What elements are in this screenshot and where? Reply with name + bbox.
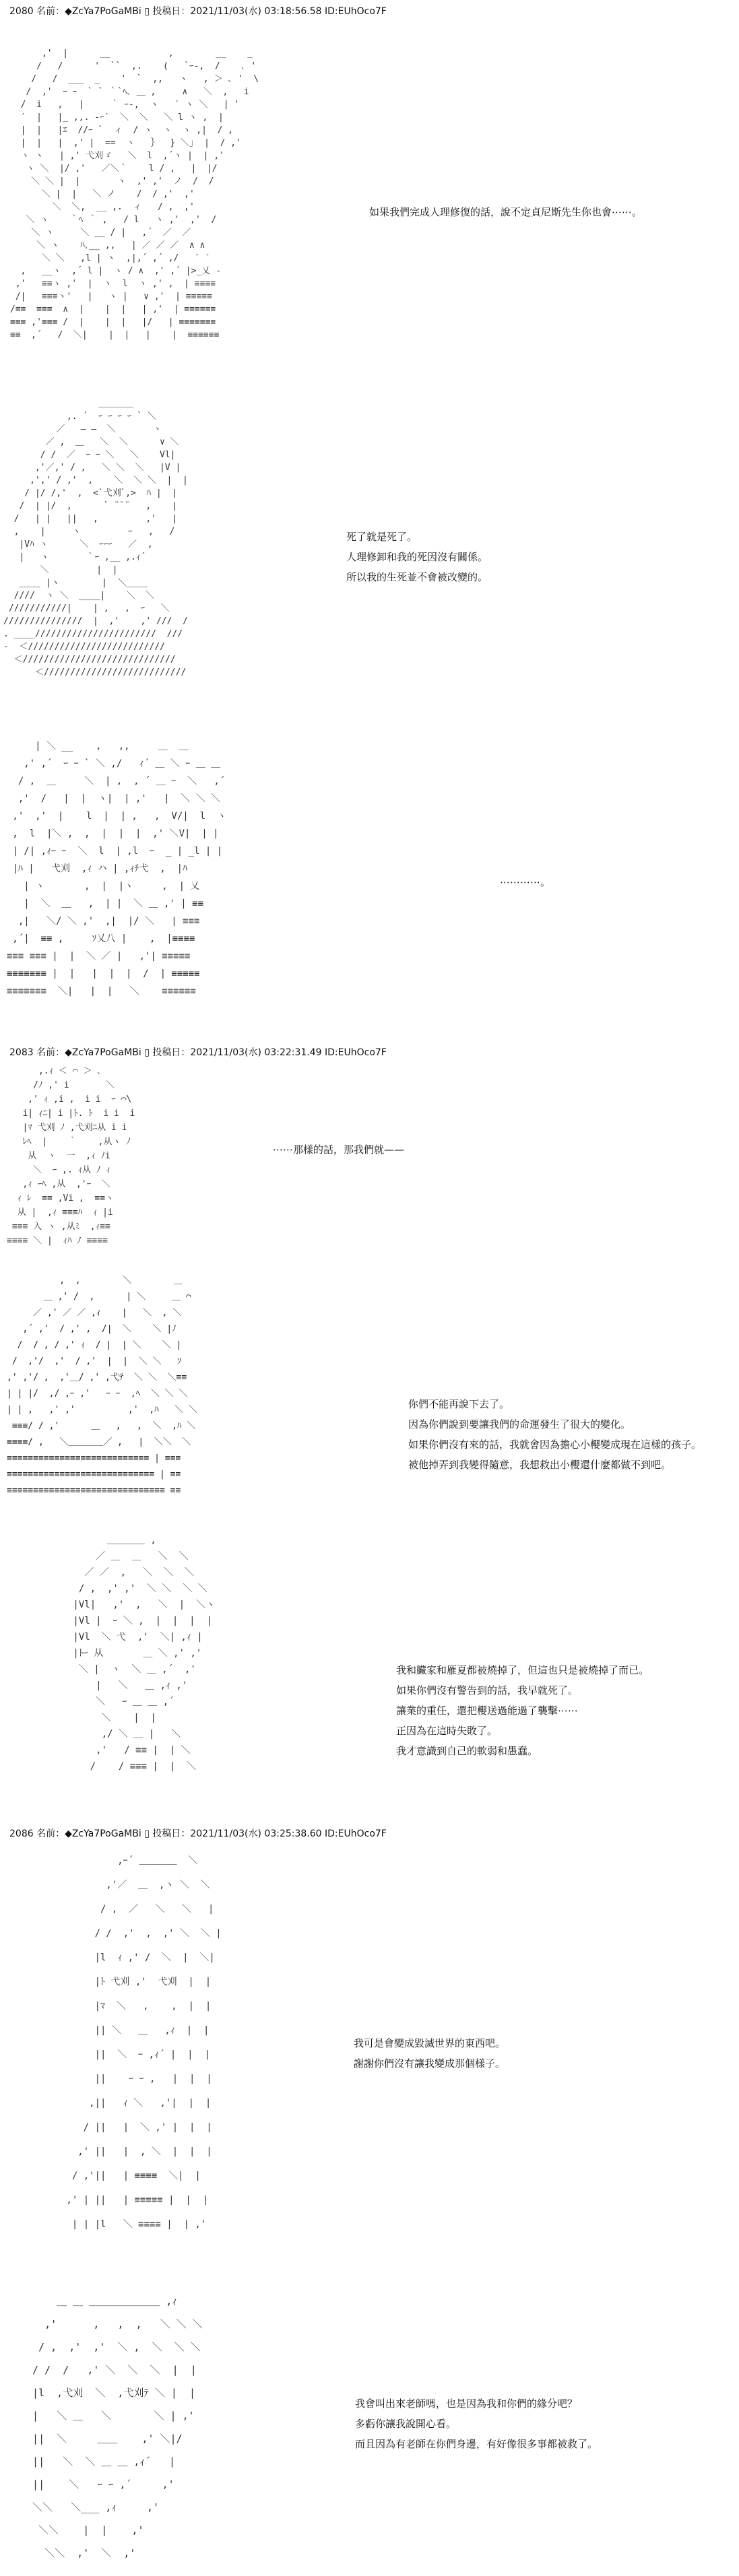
dialogue-line: ⋯⋯那樣的話，那我們就——: [273, 1144, 405, 1156]
panel-girls-side: [0, 737, 739, 1037]
panel-young-man: [0, 397, 739, 694]
dialogue-line: 正因為在這時失敗了。: [396, 1725, 498, 1737]
dialogue-line: 多虧你讓我說開心看。: [355, 2418, 457, 2430]
panel-girl-bowed: [0, 1273, 739, 1522]
dialogue-line: 如果你們沒有警告到的話，我早就死了。: [396, 1684, 579, 1696]
post-header-2086: 2086 名前：◆ZcYa7PoGaMBi ▯ 投稿日：2021/11/03(水) 03:25:38.60 ID:EUhOco7F: [9, 1828, 387, 1839]
dialogue-box: [354, 2033, 505, 2074]
dialogue-line: 讓業的重任，還把櫻送過能過了襲擊⋯⋯: [396, 1705, 579, 1717]
dialogue-box: [355, 2393, 598, 2454]
dialogue-box: [346, 527, 488, 587]
panel-small-girl: [0, 1064, 739, 1259]
dialogue-line: 我和臟家和雁夏都被燒掉了，但這也只是被燒掉了而已。: [396, 1664, 649, 1676]
ascii-art-girl-bowed-head: , , ＼ ＿ ＿ ,' / , | ＼ ＿ ⌒ ／ ,' ／ ／ ,ｨ | ＼ , ＼ ,´ ,' / ,' , /| ＼ ＼ |ﾉ / / , / ,' ｨ / | | ＼ ＼ | / ,'/ ,' / ,' | | ＼ ＼ ｿ ,' ,'/ , ,'＿/ ,' ,弋ﾃ ＼ ＼ ＼≡≡ | | |/ ,/ ,ｰ ,' ｰ ｰ ,ﾍ ＼ ＼ ＼ | | , ,' ,' ,' ,ﾊ ＼ ＼ ≡≡≡/ / ,' ＿ , , ＼ ,ﾊ ＼ ≡≡≡≡/ , ＼＿＿＿＿／ , | ＼＼ ＼ ≡≡≡≡≡≡≡≡≡≡≡≡≡≡≡≡≡≡≡≡≡≡≡≡≡≡≡ | ≡≡≡ ≡≡≡≡≡≡≡≡≡≡≡≡≡≡≡≡≡≡≡≡≡≡≡≡≡≡≡≡ | ≡≡ ≡≡≡≡≡≡≡≡≡≡≡≡≡≡≡≡≡≡≡≡≡≡≡≡≡≡≡≡≡≡ ≡≡: [7, 1276, 197, 1496]
dialogue-box: [396, 1660, 649, 1761]
ascii-art-two-girls-side: | ＼ __ , ,, ＿ ＿ ,' ,´ ｰ ｰ ` ＼ ,/ ｨ´ ＿ ＼ ｰ ＿ ＿ / , ＿ ＼ | , , ´ ＿ ｰ ＼ ,´ ,' / | | ヽ| | ,' | ＼ ＼ ＼ ,' ,' | l | | , , V/| l ヽ , l |＼ , , | | | ,' ＼V| | | | /| ,ｨｰ ｰ ＼ l | ,l ｰ _ | _l | | |ﾊ | 弋刈 ,ｨ ハ | ,ｨﾁ弋 , |ﾊ | ヽ , | |ヽ , | 乂 | ＼ ＿ , | | ＼ ＿ ,' | ≡≡ ,| ＼/ ＼ ,' ,| |/ ＼ | ≡≡≡ ,´| ≡≡ , ｿ乂八 | , |≡≡≡≡ ≡≡≡ ≡≡≡ | | ＼ ／ | ,'| ≡≡≡≡≡ ≡≡≡≡≡≡≡ | | | | | / | ≡≡≡≡≡ ≡≡≡≡≡≡≡ ＼| | | ＼ ≡≡≡≡≡≡: [7, 741, 226, 997]
panel-crowned-girls: [0, 47, 739, 397]
panel-man-hand-head: [0, 1532, 739, 1815]
dialogue-line: 因為你們說到要讓我們的命運發生了很大的變化。: [408, 1418, 631, 1430]
dialogue-line: 人理修卸和我的死因沒有關係。: [346, 551, 488, 563]
dialogue-line: ⋯⋯⋯⋯。: [500, 876, 551, 888]
ascii-art-small-girl: ,.ｨ ＜ ⌒ ＞ ､ /ﾉ ,' i ＼ ,' ｨ ,i , i i ｰ ⌒\ i| ｨﾆ| i |ﾄ. ﾄ i i i |ﾏ 弋刈 ﾉ ,弋刈ﾆ从 i i ﾚﾍ | ｀ ,从ヽ ﾉ 从 ヽ 一 ,ｨ ﾉi ＼ ｰ ,. ｨ从 ﾉ ｨ ,ｨ ｰﾍ ,从 ,'ｰ ＼ ｨ ﾚ ≡≡ ,Vi , ≡≡ヽ 从 | ,ｨ ≡≡≡ﾊ ｨ |i ≡≡≡ 入 ヽ ,从ﾐ ,ｨ≡≡ ≡≡≡≡ ＼ | ｨﾊ ﾉ ≡≡≡≡: [7, 1066, 135, 1246]
dialogue-line: 如果我們完成人理修復的話，說不定貞尼斯先生你也會⋯⋯。: [369, 206, 643, 218]
panel-man-face: [0, 2290, 739, 2573]
post-header-2080: 2080 名前：◆ZcYa7PoGaMBi ▯ 投稿日：2021/11/03(水) 03:18:56.58 ID:EUhOco7F: [9, 6, 387, 17]
dialogue-line: 我可是會變成毀滅世界的東西吧。: [354, 2037, 506, 2049]
ascii-art-two-girls-crowned: ,' | __ , __ _ / / ' `` ,. ( `ｰ-, / ､ ' / / ___ _ ' ` ,, ヽ , ＞ ､ ' \ / ,' ｰ ｰ ` ` ｀`ﾍ､ ＿ , ∧ ＼ , i / i , | ｀ ｰ-, ヽ ′ ヽ ＼ | ' ′ | |_ ,,. -ｰ′ ＼ ＼ ＼ l ヽ , | | | |ｴ //ｰ ` ィ / ヽ ヽ ヽ ,| / , | | | ,' | == ヽ ｝ } ＼｣ | / ,' ヽ ヽ | ,' 弋刈ゞ ＼ l ,´ヽ | | ,' ヽ ＼ |/ ,' ／＼｀ l / , | |/ ＼ ＼ | | ヽ ,' ,' ノ / / ＼ | | ＼ ノ / / ,' ,' ＼ ＼, __ ,. ィ / , ,' ＼ ヽ ｀ﾍ ｀ , / l ヽ ,' ,' / ＼ ヽ ＼ __ / | ,´ ／ ／ ＼ ヽ ﾊ､__ ,, | ／ ／ ／ ∧ ∧ ＼ ＼ ,l | ヽ ,|,´ ,´ ,/ ′ ′ , __ヽ ,´ l | ヽ / ∧ ,' ,´ |>_乂 - ,' ≡≡ヽ ,' | ヽ l ヽ ,' , | ≡≡≡≡ /| ≡≡≡ヽ' | ヽ | ∨ ,' | ≡≡≡≡≡ /≡≡ ≡≡≡ ∧ | | | | ,' | ≡≡≡≡≡≡ ≡≡≡ ,'≡≡≡ / | | | |/ | ≡≡≡≡≡≡≡ ≡≡ ,´ / ＼| | | | | ≡≡≡≡≡≡: [10, 48, 259, 340]
dialogue-box: [500, 872, 550, 892]
dialogue-line: 如果你們沒有來的話，我就會因為擔心小櫻變成現在這樣的孩子。: [408, 1439, 702, 1451]
ascii-art-man-face-closeup: ＿ ＿ ＿＿＿＿＿＿＿ ,ｨ ,' , , , ＼ ＼ ＼ / , ,' ,' ＼ , ＼ ＼ ＼ / / / ,' ＼ ＼ ＼ | | |l ,弋刈 ＼ ,弋刈ﾃ ＼ | | | ＼ ＿ ＼ ＼ | ,' || ＼ ＿＿ ,' ＼|/ || ＼ ＼ ＿ ＿ ,ｨ´ | || ＼ ｰ ｰ ,´ ,' ＼＼ ＼___ ,ｨ ,' ＼＼ | | ,' ＼＼ ,' ＼ ,': [32, 2295, 203, 2559]
dialogue-box: [408, 1394, 701, 1475]
dialogue-box: [369, 202, 642, 222]
panel-tall-man: [0, 1849, 739, 2266]
dialogue-line: 我會叫出來老師嗎，也是因為我和你們的緣分吧？: [355, 2398, 578, 2410]
dialogue-box: [273, 1140, 404, 1160]
dialogue-line: 所以我的生死並不會被改變的。: [346, 571, 488, 583]
dialogue-line: 謝謝你們沒有讓我變成那個樣子。: [354, 2057, 506, 2070]
dialogue-line: 被他掉弄到我變得隨意，我想救出小櫻還什麼都做不到吧。: [408, 1459, 672, 1471]
ascii-art-man-hand-on-head: ＿＿＿＿ , ／ ＿ ＿ ＼ ＼ ／ ／ , ＼ ＼ ＼ / , ,' ,' ＼ ＼ ＼ ＼ |Vl| ,' , ＼ | ＼ヽ |Vl | ｰ ＼ , | | | | |Vl ＼ 弋 ,' ＼| ,ｨ | |ﾄｰ 从 ＿ ＼ ,' ,' ＼ | ヽ ＼ ＿ ,´ ,' | ＼ ＿ ,ｨ ,' ＼ ｰ ＿ ＿ ,´ ＼ | | ,/ ＼ ＿ | ＼ ,' / ≡≡ | | ＼ / / ≡≡≡ | | ＼: [73, 1535, 216, 1772]
dialogue-line: 我才意識到自己的軟弱和愚蠢。: [396, 1745, 538, 1757]
dialogue-line: 你們不能再說下去了。: [408, 1398, 510, 1410]
ascii-art-young-man-bust: ＿＿＿＿ ,. ´ ｰ ｰ ｰ ｰ ` ＼ ／ ― ― ＼ ヽ ／ , ＿ ＼ ＼ ∨ ＼ / / ／ ｰ ｰ ＼ ＼ Vl| ,'／,' / , ＼ ＼ ＼ |V | ,',' / ,' , ＼ ＼ ＼ | | / |/ /,' , <`弋刈ﾞ,> ﾊ | | / | |/ , ` ¨¨¨ , | / | | || , ,' | , | ヽ ｰ , / |Vﾊ ヽ ＼ ｰｰｰ ／ , | ヽ ｀ｰ ,__ ,.ｨ´ ＼ | | ____ |ヽ | ＼____ //// ヽ ＼ ____| ＼ ＼ ///////////| | , , ｰ ＼ /////////////// | ,' ,' /// / . ____/////////////////////// /// - ＜////////////////////////// ＜///////////////////////////// ＜///////////////////////////: [3, 399, 188, 678]
ascii-art-tall-man-standing: ,ｰ´ ＿＿＿＿ ＼ ,'／ ＿ ,ヽ ＼ ＼ / , ／ ＼ ＼ | / / ,' , ,' ＼ ＼ | |l ｨ ,' / ＼ | ＼| |ﾄ 弋刈 ,' 弋刈 | | |ﾏ ＼ , , | | || ＼ ＿ ,ｨ | | || ＼ ｰ ,ｨ´ | | | || ｰ ｰ , | | | ,|| ｨ ＼ ,'| | | / || | ＼ ,' | | | ,' || | , ＼ | | | / ,'|| | ≡≡≡≡ ＼| | ,' | || | ≡≡≡≡≡ | | | | | |l ＼ ≡≡≡≡ | | ,': [66, 1855, 222, 2230]
dialogue-line: 死了就是死了。: [346, 531, 418, 543]
post-header-2083: 2083 名前：◆ZcYa7PoGaMBi ▯ 投稿日：2021/11/03(水) 03:22:31.49 ID:EUhOco7F: [9, 1047, 387, 1058]
dialogue-line: 而且因為有老師在你們身邊，有好像很多事都被救了。: [355, 2438, 598, 2450]
